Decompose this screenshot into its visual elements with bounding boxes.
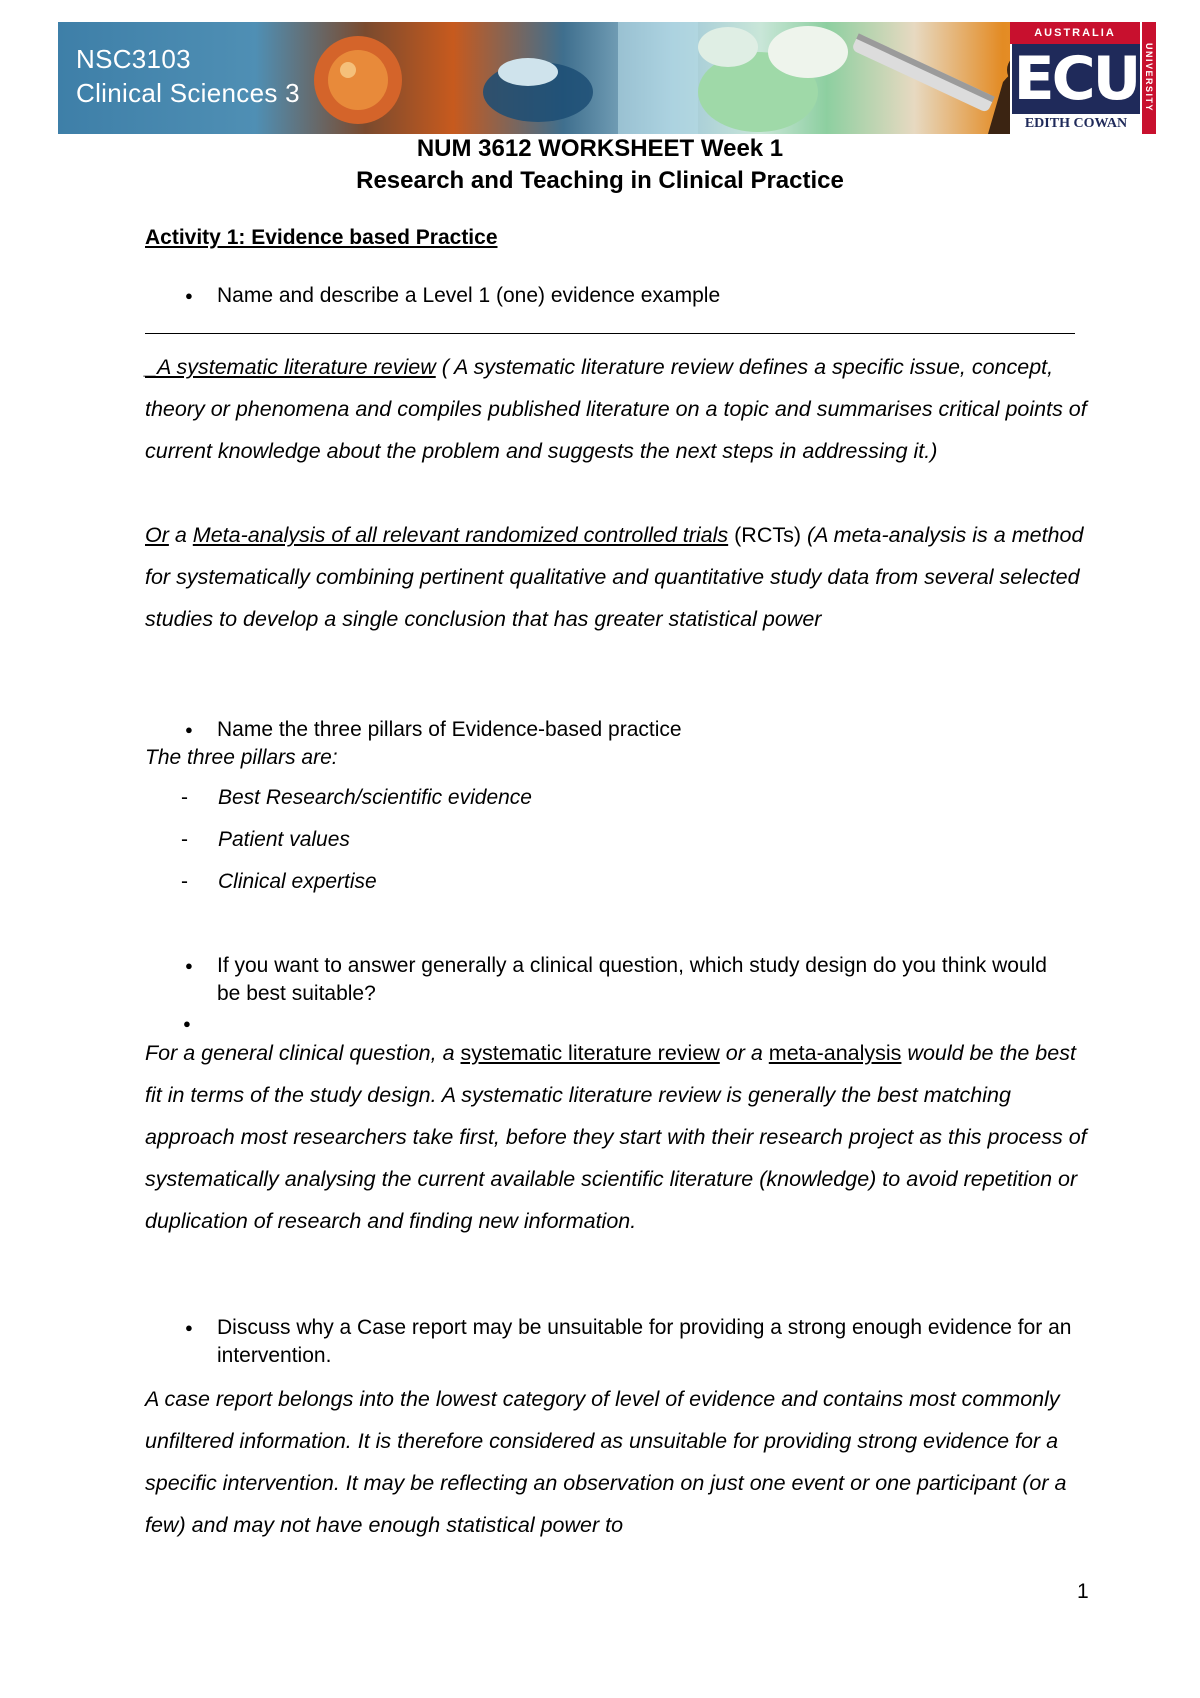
pillar-item — [181, 784, 532, 812]
dash-marker: - — [181, 786, 188, 809]
answer-3-part-1: For a general clinical question, a — [145, 1041, 461, 1065]
dash-marker: - — [181, 870, 188, 893]
a-word: a — [168, 523, 193, 547]
page-number: 1 — [1077, 1580, 1089, 1603]
logo-side-text: UNIVERSITY — [1142, 22, 1156, 134]
pillar-label: Best Research/scientific evidence — [218, 786, 532, 809]
course-banner — [58, 22, 1156, 134]
logo-country: AUSTRALIA — [1010, 22, 1140, 44]
pillar-label: Patient values — [218, 828, 350, 851]
pillar-item — [181, 826, 350, 854]
course-code: NSC3103 — [76, 44, 191, 74]
course-name: Clinical Sciences 3 — [76, 78, 300, 108]
answer-1-lead: _A systematic literature review — [145, 355, 436, 379]
meta-analysis-link-2: meta-analysis — [768, 1041, 902, 1065]
activity-heading: Activity 1: Evidence based Practice — [145, 226, 498, 249]
logo-mark: ECU — [1013, 44, 1139, 114]
answer-1 — [145, 346, 1095, 472]
worksheet-title: NUM 3612 WORKSHEET Week 1 — [416, 135, 784, 162]
answer-4: A case report belongs into the lowest category of level of evidence and contains most commonly unfiltered information. It is therefore considered as unsuitable for providing strong evidence for a specific intervention. It may be reflecting an observation on just one event or one participant (or a few) and may not have enough statistical power to — [145, 1387, 1067, 1537]
banner-collage-image — [288, 22, 1068, 134]
course-title-block — [76, 42, 300, 110]
answer-3 — [145, 1032, 1095, 1242]
answer-3-part-3: would be the best fit in terms of the study design. A systematic literature review is generally the best matching approach most researchers take first, before they start with their research project as this process of systematically analysing the current available scientific literature (knowledge) to avoid repetition or duplication of research and finding new information. — [145, 1041, 1087, 1233]
ecu-logo — [1010, 22, 1156, 134]
rcts-abbrev: (RCTs) — [728, 523, 802, 547]
answer-3-part-2: or a — [719, 1041, 769, 1065]
question-3: ● If you want to answer generally a clinical question, which study design do you think would be best suitable? — [145, 952, 1075, 1008]
meta-analysis-text: (A meta-analysis is a method for systematically combining pertinent qualitative and quantitative study data from several selected studies to develop a single conclusion that has greater statistical power — [145, 523, 1084, 631]
pillars-intro: The three pillars are: — [145, 746, 338, 769]
logo-name: EDITH COWAN — [1024, 116, 1128, 131]
meta-analysis-link: Meta-analysis of all relevant randomized controlled trials — [192, 523, 729, 547]
pillar-item — [181, 868, 377, 896]
pillar-label: Clinical expertise — [218, 870, 377, 893]
dash-marker: - — [181, 828, 188, 851]
question-4: ● Discuss why a Case report may be unsuitable for providing a strong enough evidence for an intervention. — [145, 1314, 1075, 1370]
question-1: ● Name and describe a Level 1 (one) evidence example — [145, 282, 1075, 310]
empty-bullet: ● — [183, 1016, 191, 1031]
question-2: ● Name the three pillars of Evidence-based practice — [145, 716, 1075, 744]
systematic-review-link: systematic literature review — [460, 1041, 720, 1065]
or-word: Or — [145, 523, 169, 547]
answer-divider-line — [145, 333, 1075, 334]
answer-1-text: ( A systematic literature review defines a specific issue, concept, theory or phenomena and compiles published literature on a topic and summarises critical points of current knowledge about the problem and suggests the next steps in addressing it.) — [145, 355, 1087, 463]
worksheet-subtitle: Research and Teaching in Clinical Practice — [356, 167, 844, 194]
answer-1-meta — [145, 514, 1095, 640]
